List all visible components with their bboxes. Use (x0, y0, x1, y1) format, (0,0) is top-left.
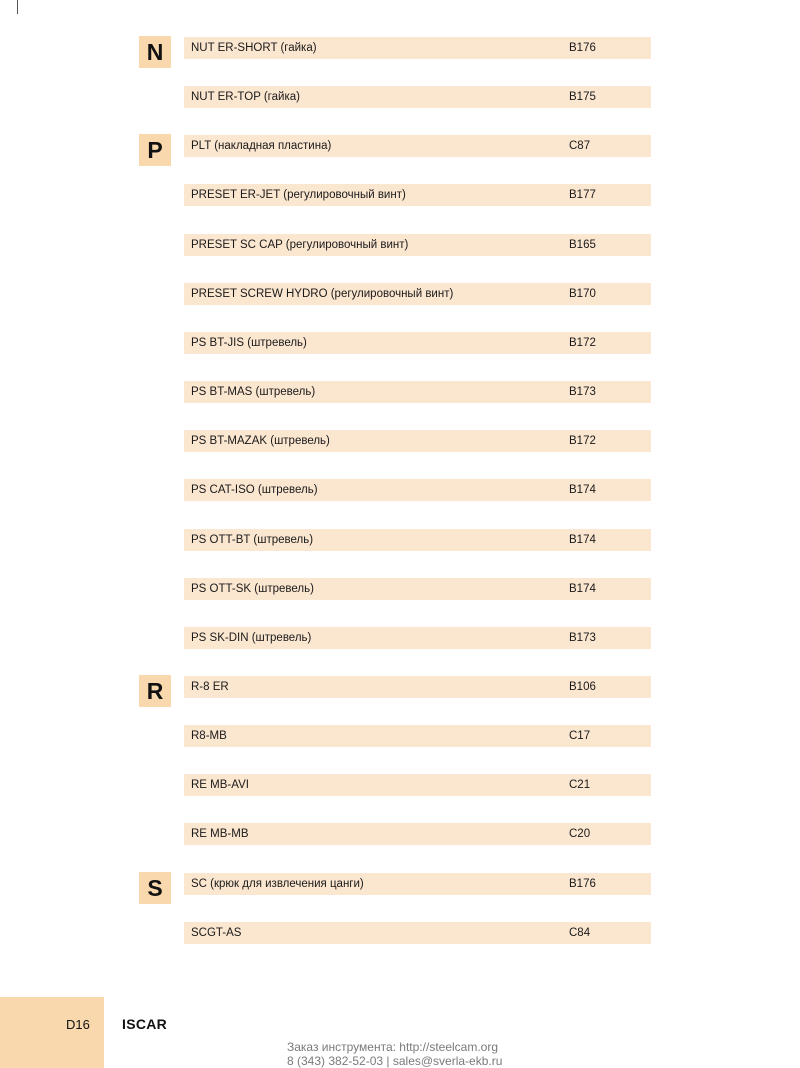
index-row-page-ref: B173 (569, 632, 596, 644)
index-row-page-ref: C84 (569, 927, 591, 939)
index-row-name: PS OTT-BT (штревель) (191, 534, 314, 546)
index-row-name: PS BT-MAZAK (штревель) (191, 435, 330, 447)
index-row[interactable] (184, 774, 651, 796)
index-row[interactable] (184, 430, 651, 452)
index-row-page-ref: B176 (569, 878, 596, 890)
brand-logo-text: ISCAR (122, 1016, 168, 1032)
index-row-name: PS SK-DIN (штревель) (191, 632, 312, 644)
footer-page-block (0, 997, 104, 1068)
index-row[interactable] (184, 479, 651, 501)
index-row[interactable] (184, 725, 651, 747)
section-letter-badge: P (139, 134, 171, 166)
section-letter-badge: N (139, 36, 171, 68)
index-row-page-ref: B175 (569, 91, 596, 103)
index-row-page-ref: B174 (569, 583, 596, 595)
page-number: D16 (66, 1017, 90, 1032)
index-row-name: NUT ER-TOP (гайка) (191, 91, 300, 103)
index-row[interactable] (184, 676, 651, 698)
index-row[interactable] (184, 37, 651, 59)
index-row-page-ref: B172 (569, 337, 596, 349)
index-row[interactable] (184, 381, 651, 403)
index-row-page-ref: B165 (569, 239, 596, 251)
index-row-name: RE MB-MB (191, 828, 249, 840)
index-row-name: PRESET SCREW HYDRO (регулировочный винт) (191, 288, 454, 300)
index-row[interactable] (184, 86, 651, 108)
index-row[interactable] (184, 873, 651, 895)
index-row[interactable] (184, 529, 651, 551)
index-row-page-ref: B177 (569, 189, 596, 201)
index-row-page-ref: C21 (569, 779, 591, 791)
index-row-name: RE MB-AVI (191, 779, 249, 791)
index-row-page-ref: B106 (569, 681, 596, 693)
index-row-name: R8-MB (191, 730, 227, 742)
index-row-page-ref: B172 (569, 435, 596, 447)
index-row[interactable] (184, 823, 651, 845)
order-link-line[interactable]: Заказ инструмента: http://steelcam.org (287, 1040, 499, 1054)
index-row-page-ref: C87 (569, 140, 591, 152)
index-row-name: PRESET ER-JET (регулировочный винт) (191, 189, 406, 201)
index-row-name: R-8 ER (191, 681, 229, 693)
index-row[interactable] (184, 332, 651, 354)
index-row-page-ref: B170 (569, 288, 596, 300)
index-row-page-ref: B173 (569, 386, 596, 398)
index-row-name: PS OTT-SK (штревель) (191, 583, 314, 595)
index-row[interactable] (184, 135, 651, 157)
index-row-name: PS CAT-ISO (штревель) (191, 484, 318, 496)
crop-mark-top-left (17, 0, 18, 14)
contact-line[interactable]: 8 (343) 382-52-03 | sales@sverla-ekb.ru (287, 1054, 503, 1068)
index-row-page-ref: C20 (569, 828, 591, 840)
index-row-page-ref: B174 (569, 534, 596, 546)
index-row-name: PS BT-JIS (штревель) (191, 337, 307, 349)
index-row-name: PLT (накладная пластина) (191, 140, 332, 152)
index-row-page-ref: C17 (569, 730, 591, 742)
index-row[interactable] (184, 627, 651, 649)
section-letter-badge: S (139, 872, 171, 904)
index-row[interactable] (184, 283, 651, 305)
index-row[interactable] (184, 184, 651, 206)
index-row-name: NUT ER-SHORT (гайка) (191, 42, 317, 54)
index-row-page-ref: B174 (569, 484, 596, 496)
index-row[interactable] (184, 578, 651, 600)
section-letter-badge: R (139, 675, 171, 707)
index-row-name: SCGT-AS (191, 927, 242, 939)
index-row-page-ref: B176 (569, 42, 596, 54)
index-row[interactable] (184, 234, 651, 256)
index-row-name: SC (крюк для извлечения цанги) (191, 878, 364, 890)
index-row-name: PRESET SC CAP (регулировочный винт) (191, 239, 409, 251)
index-row-name: PS BT-MAS (штревель) (191, 386, 316, 398)
index-row[interactable] (184, 922, 651, 944)
